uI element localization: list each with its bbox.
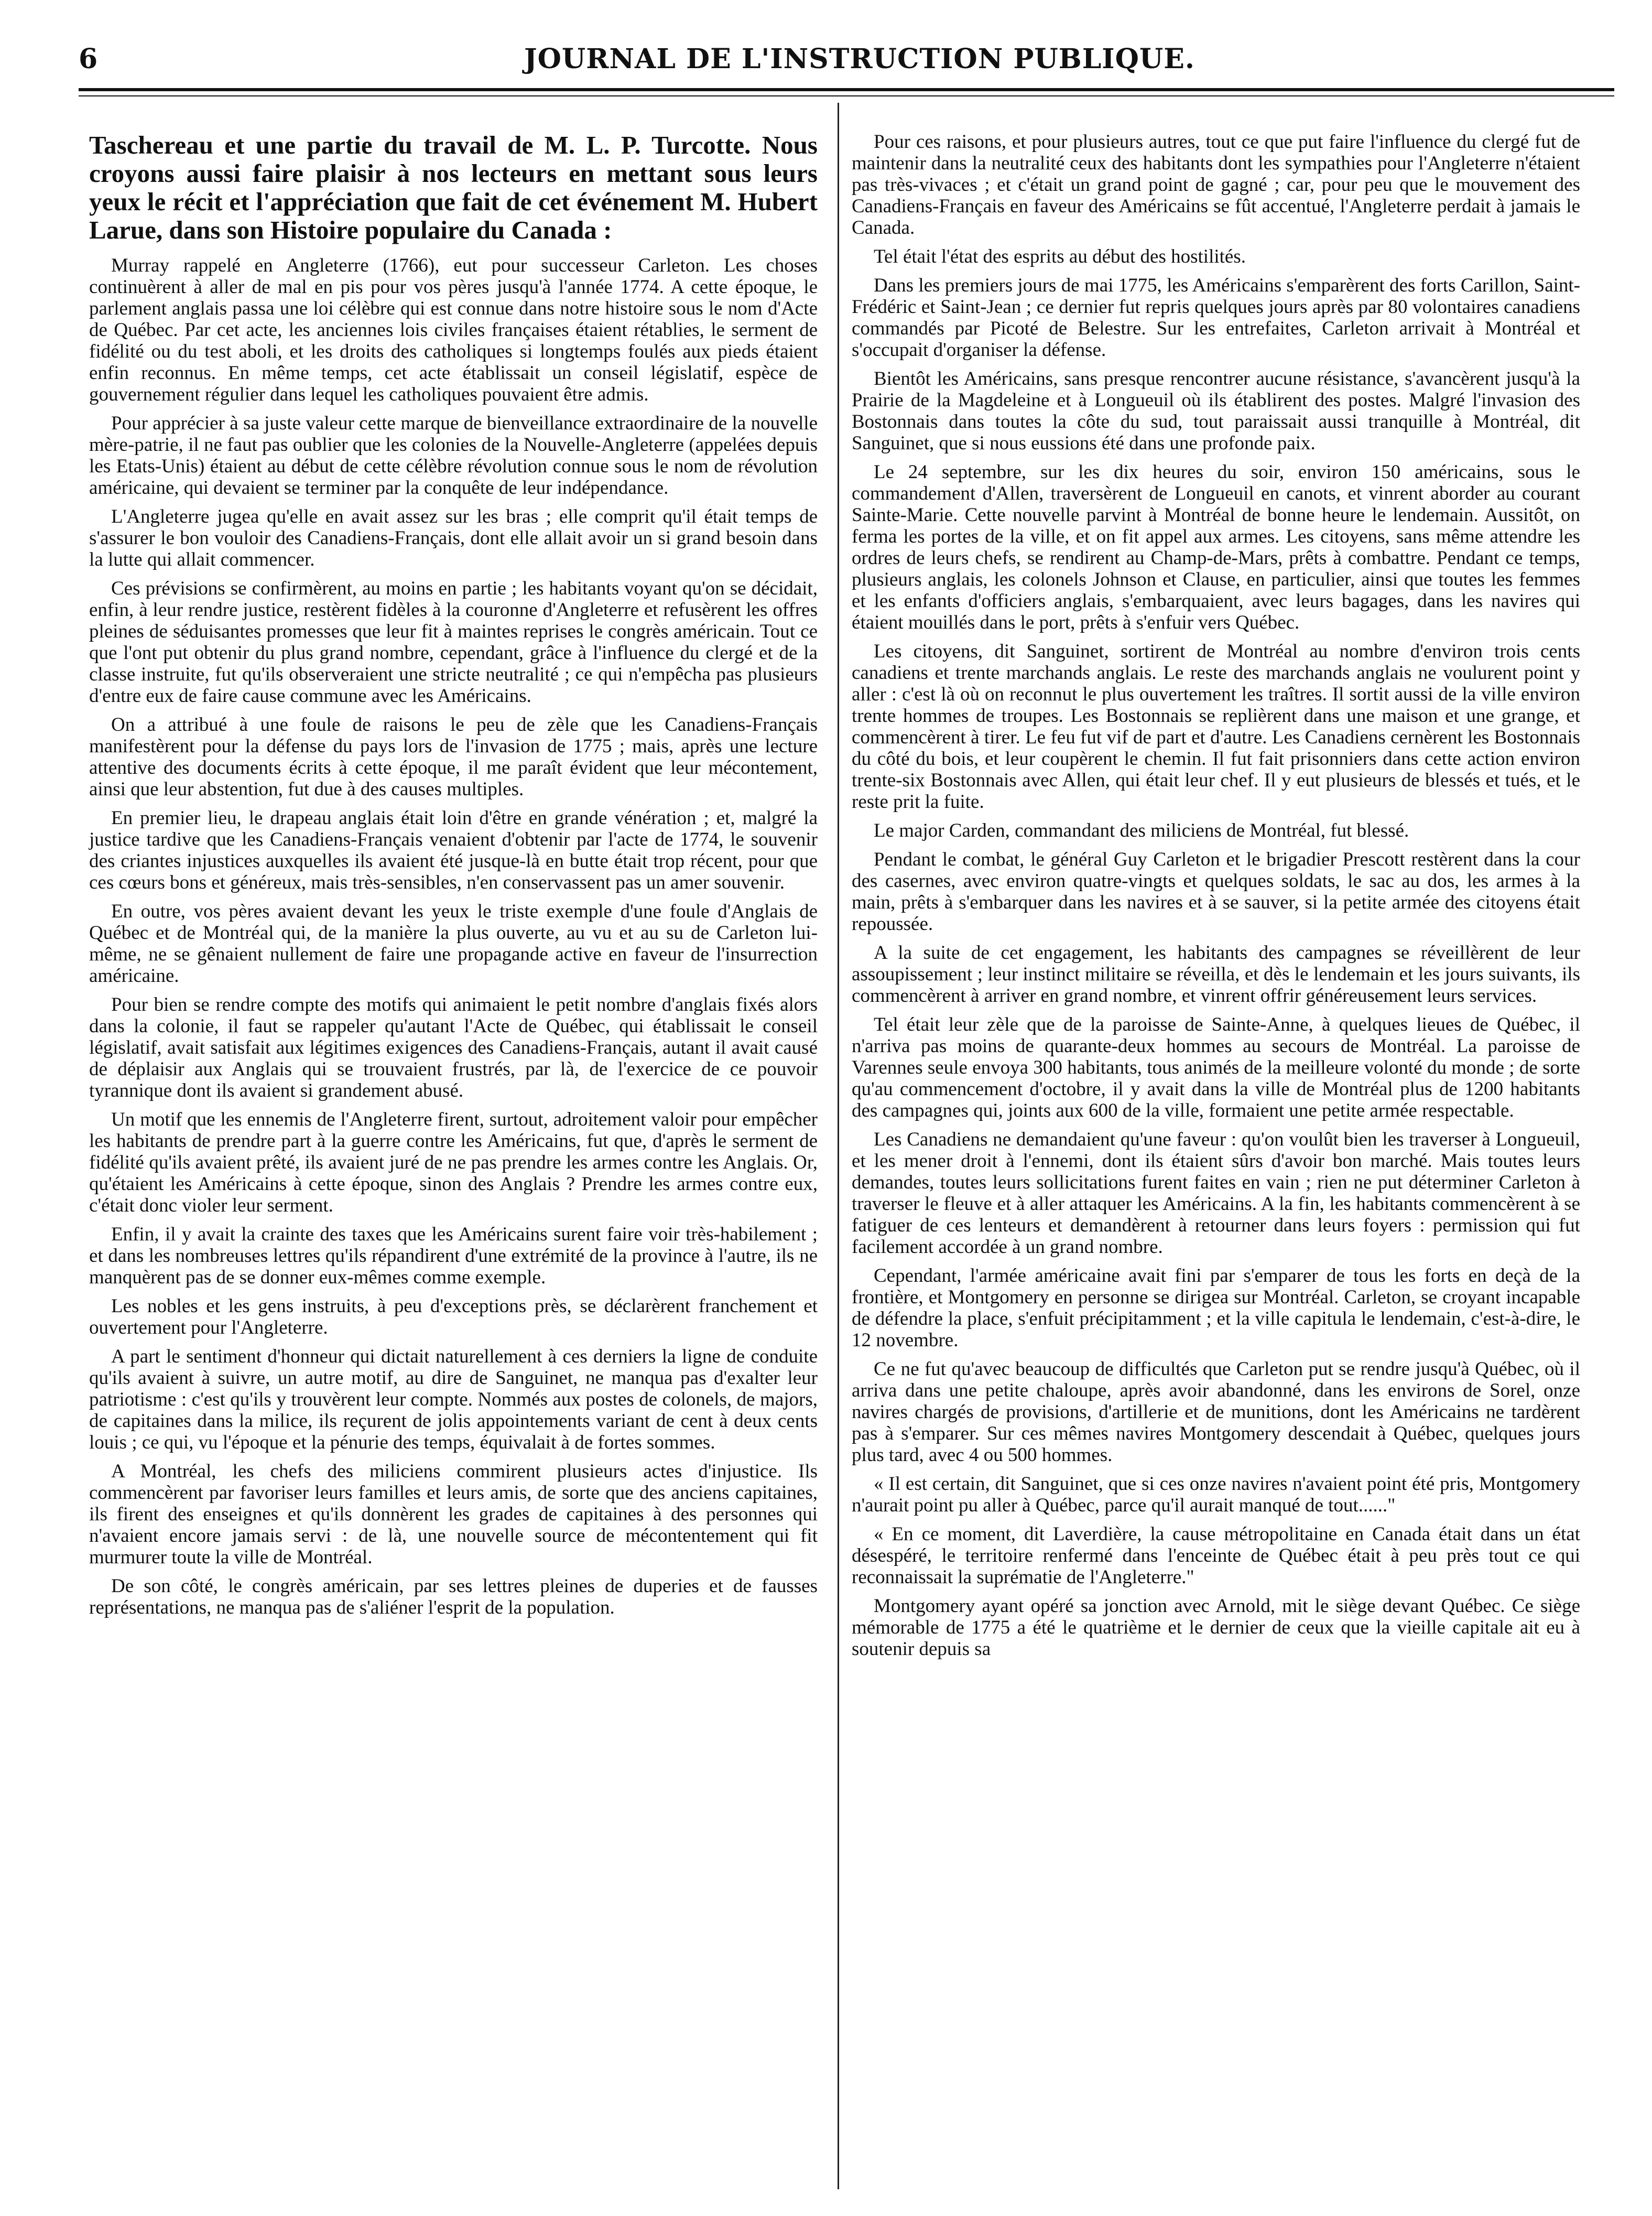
paragraph: En premier lieu, le drapeau anglais était loin d'être en grande vénération ; et, malgré la justice tardive que les Canadiens-Français venaient d'obtenir par l'acte de 1774, le souvenir des criantes injustices auxquelles ils avaient été jusque-là en butte était trop récent, pour que ces cœurs bons et généreux, mais très-sensibles, n'en conservassent pas un amer souvenir. xyxy=(89,807,818,893)
running-title: JOURNAL DE L'INSTRUCTION PUBLIQUE. xyxy=(524,43,1195,75)
paragraph: A la suite de cet engagement, les habitants des campagnes se réveillèrent de leur assoupissement ; leur instinct militaire se réveilla, et dès le lendemain et les jours suivants, ils commencèrent à arriver en grand nombre, et vinrent offrir généreusement leurs services. xyxy=(852,942,1580,1007)
intro-paragraph: Taschereau et une partie du travail de M. L. P. Turcotte. Nous croyons aussi faire plaisir à nos lecteurs en mettant sous leurs yeux le récit et l'appréciation que fait de cet événement M. Hubert Larue, dans son Histoire populaire du Canada : xyxy=(89,131,818,244)
paragraph: Enfin, il y avait la crainte des taxes que les Américains surent faire voir très-habilement ; et dans les nombreuses lettres qu'ils répandirent d'une extrémité de la province à l'autre, ils ne manquèrent pas de se donner eux-mêmes comme exemple. xyxy=(89,1224,818,1288)
paragraph: Montgomery ayant opéré sa jonction avec Arnold, mit le siège devant Québec. Ce siège mémorable de 1775 a été le quatrième et le dernier de ceux que la vieille capitale ait eu à soutenir depuis sa xyxy=(852,1595,1580,1660)
paragraph: Tel était leur zèle que de la paroisse de Sainte-Anne, à quelques lieues de Québec, il n'arriva pas moins de quarante-deux hommes au secours de Montréal. La paroisse de Varennes seule envoya 300 habitants, tous animés de la meilleure volonté du monde ; de sorte qu'au commencement d'octobre, il y avait dans la ville de Montréal plus de 1200 habitants des campagnes qui, joints aux 600 de la ville, formaient une petite armée respectable. xyxy=(852,1014,1580,1121)
quotation-paragraph: « En ce moment, dit Laverdière, la cause métropolitaine en Canada était dans un état désespéré, le territoire renfermé dans l'enceinte de Québec était à peu près tout ce qui reconnaissait la suprématie de l'Angleterre." xyxy=(852,1523,1580,1588)
header-rule-thin xyxy=(79,95,1614,96)
header-rule-thick xyxy=(79,88,1614,91)
paragraph: De son côté, le congrès américain, par ses lettres pleines de duperies et de fausses représentations, ne manqua pas de s'aliéner l'esprit de la population. xyxy=(89,1575,818,1618)
paragraph: Un motif que les ennemis de l'Angleterre firent, surtout, adroitement valoir pour empêcher les habitants de prendre part à la guerre contre les Américains, fut que, d'après le serment de fidélité qu'ils avaient prêté, ils avaient juré de ne pas prendre les armes contre les Anglais. Or, qu'étaient les Américains à cette époque, sinon des Anglais ? Prendre les armes contre eux, c'était donc violer leur serment. xyxy=(89,1109,818,1216)
paragraph: Les Canadiens ne demandaient qu'une faveur : qu'on voulût bien les traverser à Longueuil, et les mener droit à l'ennemi, dont ils étaient sûrs d'avoir bon marché. Mais toutes leurs demandes, toutes leurs sollicitations furent faites en vain ; rien ne put déterminer Carleton à traverser le fleuve et à aller attaquer les Américains. A la fin, les habitants commencèrent à se fatiguer de ces lenteurs et demandèrent à retourner dans leurs foyers : permission qui fut facilement accordée à un grand nombre. xyxy=(852,1129,1580,1258)
paragraph: A Montréal, les chefs des miliciens commirent plusieurs actes d'injustice. Ils commencèrent par favoriser leurs familles et leurs amis, de sorte que des anciens capitaines, ils firent des enseignes et qu'ils donnèrent les grades de capitaines à des personnes qui n'avaient encore jamais servi : de là, une nouvelle source de mécontentement qui fit murmurer toute la ville de Montréal. xyxy=(89,1461,818,1568)
column-divider xyxy=(838,103,839,2189)
paragraph: A part le sentiment d'honneur qui dictait naturellement à ces derniers la ligne de conduite qu'ils avaient à suivre, un autre motif, au dire de Sanguinet, ne manqua pas d'exalter leur patriotisme : c'est qu'ils y trouvèrent leur compte. Nommés aux postes de colonels, de majors, de capitaines dans la milice, ils reçurent de jolis appointements variant de cent à deux cents louis ; ce qui, vu l'époque et la pénurie des temps, équivalait à de fortes sommes. xyxy=(89,1346,818,1453)
paragraph: Les nobles et les gens instruits, à peu d'exceptions près, se déclarèrent franchement et ouvertement pour l'Angleterre. xyxy=(89,1295,818,1338)
page-number: 6 xyxy=(79,43,98,75)
paragraph: Tel était l'état des esprits au début des hostilités. xyxy=(874,246,1246,267)
paragraph: Dans les premiers jours de mai 1775, les Américains s'emparèrent des forts Carillon, Saint-Frédéric et Saint-Jean ; ce dernier fut repris quelques jours après par 80 volontaires canadiens commandés par Picoté de Belestre. Sur les entrefaites, Carleton arrivait à Montréal et s'occupait d'organiser la défense. xyxy=(852,275,1580,361)
paragraph: En outre, vos pères avaient devant les yeux le triste exemple d'une foule d'Anglais de Québec et de Montréal qui, de la manière la plus ouverte, au vu et au su de Carleton lui-même, ne se gênaient nullement de faire une propagande active en faveur de l'insurrection américaine. xyxy=(89,901,818,987)
right-column xyxy=(852,131,1580,1667)
paragraph: On a attribué à une foule de raisons le peu de zèle que les Canadiens-Français manifestèrent pour la défense du pays lors de l'invasion de 1775 ; mais, après une lecture attentive des documents écrits à cette époque, il me paraît évident que leur mécontement, ainsi que leur abstention, fut due à des causes multiples. xyxy=(89,714,818,800)
paragraph: Pour bien se rendre compte des motifs qui animaient le petit nombre d'anglais fixés alors dans la colonie, il faut se rappeler qu'autant l'Acte de Québec, qui établissait le conseil législatif, avait satisfait aux légitimes exigences des Canadiens-Français, autant il avait causé de déplaisir aux Anglais qui se trouvaient frustrés, par là, de l'exercice de ce pouvoir tyrannique dont ils avaient si grandement abusé. xyxy=(89,994,818,1101)
paragraph: Pendant le combat, le général Guy Carleton et le brigadier Prescott restèrent dans la cour des casernes, avec environ quatre-vingts et quelques soldats, le sac au dos, les armes à la main, prêts à s'embarquer dans les navires et à se sauver, si la petite armée des citoyens était repoussée. xyxy=(852,849,1580,935)
paragraph: Ces prévisions se confirmèrent, au moins en partie ; les habitants voyant qu'on se décidait, enfin, à leur rendre justice, restèrent fidèles à la couronne d'Angleterre et refusèrent les offres pleines de séduisantes promesses que leur fit à maintes reprises le congrès américain. Tout ce que l'ont put obtenir du plus grand nombre, cependant, grâce à l'influence du clergé et de la classe instruite, fut qu'ils observeraient une stricte neutralité ; ce qui n'empêcha pas plusieurs d'entre eux de faire cause commune avec les Américains. xyxy=(89,578,818,707)
paragraph: Les citoyens, dit Sanguinet, sortirent de Montréal au nombre d'environ trois cents canadiens et trente marchands anglais. Le reste des marchands anglais ne voulurent point y aller : c'est là où on reconnut le plus ouvertement les traîtres. Il sortit aussi de la ville environ trente hommes de troupes. Les Bostonnais se replièrent dans une maison et une grange, et commencèrent à tirer. Le feu fut vif de part et d'autre. Les Canadiens cernèrent les Bostonnais du côté du bois, et leur coupèrent le chemin. Il fut fait prisonniers dans cette action environ trente-six Bostonnais avec Allen, qui était leur chef. Il y eut plusieurs de blessés et tués, et le reste prit la fuite. xyxy=(852,641,1580,813)
quotation-paragraph: « Il est certain, dit Sanguinet, que si ces onze navires n'avaient point été pris, Montgomery n'aurait point pu aller à Québec, parce qu'il aurait manqué de tout......" xyxy=(852,1473,1580,1516)
paragraph: Ce ne fut qu'avec beaucoup de difficultés que Carleton put se rendre jusqu'à Québec, où il arriva dans une petite chaloupe, après avoir abandonné, dans les environs de Sorel, onze navires chargés de provisions, d'artillerie et de munitions, dont les Américains ne tardèrent pas à s'emparer. Sur ces mêmes navires Montgomery descendait à Québec, quelques jours plus tard, avec 4 ou 500 hommes. xyxy=(852,1358,1580,1466)
left-column xyxy=(89,131,818,1626)
paragraph: Le 24 septembre, sur les dix heures du soir, environ 150 américains, sous le commandement d'Allen, traversèrent de Longueuil en canots, et vinrent aborder au courant Sainte-Marie. Cette nouvelle parvint à Montréal de bonne heure le lendemain. Aussitôt, on ferma les portes de la ville, et on fit appel aux armes. Les citoyens, sans même attendre les ordres de leurs chefs, se rendirent au Champ-de-Mars, prêts à combattre. Pendant ce temps, plusieurs anglais, les colonels Johnson et Clause, en particulier, ainsi que toutes les femmes et les enfants d'officiers anglais, s'embarquaient, avec leurs bagages, dans les navires qui étaient mouillés dans le port, prêts à s'enfuir vers Québec. xyxy=(852,461,1580,633)
paragraph: Pour ces raisons, et pour plusieurs autres, tout ce que put faire l'influence du clergé fut de maintenir dans la neutralité ceux des habitants dont les sympathies pour l'Angleterre n'étaient pas très-vivaces ; et c'était un grand point de gagné ; car, pour peu que le mouvement des Canadiens-Français en faveur des Américains se fût accentué, l'Angleterre perdait à jamais le Canada. xyxy=(852,131,1580,239)
paragraph: Pour apprécier à sa juste valeur cette marque de bienveillance extraordinaire de la nouvelle mère-patrie, il ne faut pas oublier que les colonies de la Nouvelle-Angleterre (appelées depuis les Etats-Unis) étaient au début de cette célèbre révolution connue sous le nom de révolution américaine, qui devaient se terminer par la conquête de leur indépendance. xyxy=(89,413,818,499)
paragraph: Cependant, l'armée américaine avait fini par s'emparer de tous les forts en deçà de la frontière, et Montgomery en personne se dirigea sur Montréal. Carleton, se croyant incapable de défendre la place, s'enfuit précipitamment ; et la ville capitula le lendemain, c'est-à-dire, le 12 novembre. xyxy=(852,1265,1580,1351)
paragraph: Le major Carden, commandant des miliciens de Montréal, fut blessé. xyxy=(874,820,1409,841)
paragraph: L'Angleterre jugea qu'elle en avait assez sur les bras ; elle comprit qu'il était temps de s'assurer le bon vouloir des Canadiens-Français, dont elle allait avoir un si grand besoin dans la lutte qui allait commencer. xyxy=(89,506,818,570)
paragraph: Bientôt les Américains, sans presque rencontrer aucune résistance, s'avancèrent jusqu'à la Prairie de la Magdeleine et à Longueuil où ils établirent des postes. Malgré l'invasion des Bostonnais dans toutes la côte du sud, tout paraissait aussi tranquille à Montréal, dit Sanguinet, que si nous eussions été dans une profonde paix. xyxy=(852,368,1580,454)
paragraph: Murray rappelé en Angleterre (1766), eut pour successeur Carleton. Les choses continuèrent à aller de mal en pis pour vos pères jusqu'à l'année 1774. A cette époque, le parlement anglais passa une loi célèbre qui est connue dans notre histoire sous le nom d'Acte de Québec. Par cet acte, les anciennes lois civiles françaises étaient rétablies, le serment de fidélité ou du test aboli, et les droits des catholiques si longtemps foulés aux pieds étaient enfin reconnus. En même temps, cet acte établissait un conseil législatif, espèce de gouvernement régulier dans lequel les catholiques pouvaient être admis. xyxy=(89,255,818,405)
